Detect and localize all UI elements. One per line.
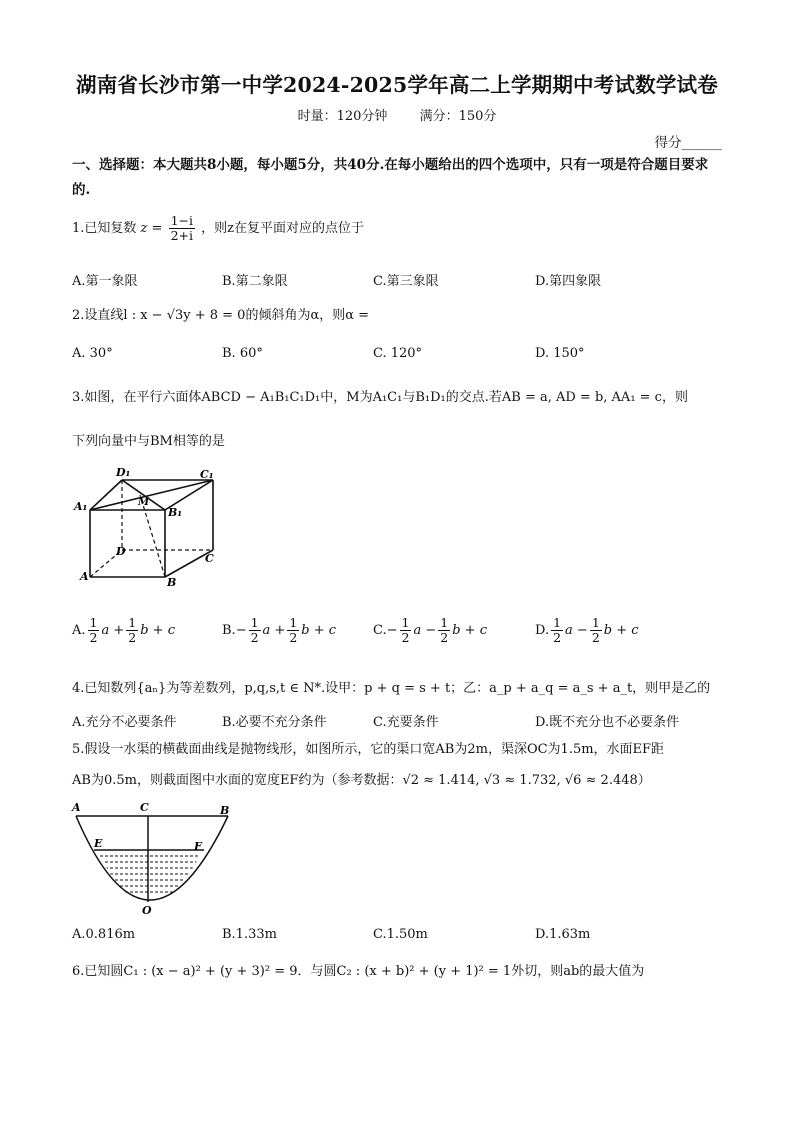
page-title: 湖南省长沙市第一中学2024-2025学年高二上学期期中考试数学试卷 <box>76 73 718 97</box>
label-c1: C₁ <box>200 468 214 481</box>
q1-frac-num: 1−i <box>170 213 193 228</box>
q4-option-a: A.充分不必要条件 <box>72 715 177 730</box>
q1-frac-den: 2+i <box>170 228 193 243</box>
q1-var: z = <box>140 221 163 236</box>
label-m: M <box>138 497 150 508</box>
q1-option-a: A.第一象限 <box>72 274 138 289</box>
q4-option-c: C.充要条件 <box>373 715 439 730</box>
label-b: B <box>167 576 177 589</box>
label-a: A <box>72 801 81 814</box>
label-b: B <box>220 804 230 817</box>
q5-option-c: C.1.50m <box>373 927 428 942</box>
full-score: 满分：150分 <box>419 109 497 124</box>
question-2: 2.设直线l : x − √3y + 8 = 0的倾斜角为α，则α = <box>72 308 370 323</box>
question-6: 6.已知圆C₁ : (x − a)² + (y + 3)² = 9．与圆C₂ : (x + b)² + (y + 1)² = 1外切，则ab的最大值为 <box>72 964 645 979</box>
q1-option-c: C.第三象限 <box>373 274 439 289</box>
q5-option-a: A.0.816m <box>72 927 136 942</box>
question-1 <box>72 214 364 243</box>
label-f: F <box>194 840 202 853</box>
q5-option-b: B.1.33m <box>222 927 277 942</box>
label-d: D <box>116 545 126 558</box>
q1-prefix: 1.已知复数 <box>72 221 137 236</box>
q1-option-d: D.第四象限 <box>535 274 602 289</box>
time-limit: 时量：120分钟 <box>297 109 388 124</box>
label-d1: D₁ <box>116 466 131 479</box>
question-5-line-1: 5.假设一水渠的横截面曲线是抛物线形，如图所示，它的渠口宽AB为2m，渠深OC为1.5m，水面EF距 <box>72 742 665 757</box>
label-c: C <box>140 801 149 814</box>
score-field: 得分______ <box>654 135 722 151</box>
question-5-line-2: AB为0.5m，则截面图中水面的宽度EF约为（参考数据：√2 ≈ 1.414, √3 ≈ 1.732, √6 ≈ 2.448） <box>72 773 651 788</box>
question-3-line-2: 下列向量中与BM相等的是 <box>72 434 225 449</box>
label-a1: A₁ <box>74 500 88 513</box>
label-b1: B₁ <box>168 506 183 519</box>
q1-suffix: ，则z在复平面对应的点位于 <box>201 221 364 236</box>
q3-option-d: D. $\frac{1}{2}$ a − $\frac{1}{2}$ b + c <box>535 615 639 645</box>
label-e: E <box>94 837 103 850</box>
q3-option-c: C.− $\frac{1}{2}$ a − $\frac{1}{2}$ b + c <box>373 615 487 645</box>
question-3-line-1: 3.如图，在平行六面体ABCD − A₁B₁C₁D₁中，M为A₁C₁与B₁D₁的交点.若AB = a, AD = b, AA₁ = c，则 <box>72 390 688 405</box>
q5-option-d: D.1.63m <box>535 927 591 942</box>
parabola-channel-figure <box>70 798 240 920</box>
parallelepiped-figure <box>72 462 222 592</box>
q1-option-b: B.第二象限 <box>222 274 288 289</box>
label-o: O <box>142 904 152 917</box>
q4-option-d: D.既不充分也不必要条件 <box>535 715 680 730</box>
label-c: C <box>205 552 214 565</box>
q3-option-b: B.− $\frac{1}{2}$ a + $\frac{1}{2}$ b + c <box>222 615 337 645</box>
section-heading: 一、选择题：本大题共8小题，每小题5分，共40分.在每小题给出的四个选项中，只有一项是符合题目要求的. <box>72 157 709 198</box>
question-4: 4.已知数列{aₙ}为等差数列，p,q,s,t ∈ N*.设甲：p + q = s + t；乙：a_p + a_q = a_s + a_t，则甲是乙的 <box>72 681 711 696</box>
q2-option-a: A. 30° <box>72 346 113 361</box>
exam-info <box>0 105 794 124</box>
q1-fraction <box>169 214 195 243</box>
q4-option-b: B.必要不充分条件 <box>222 715 327 730</box>
q2-option-c: C. 120° <box>373 346 423 361</box>
q2-option-d: D. 150° <box>535 346 585 361</box>
label-a: A <box>80 570 89 583</box>
q2-option-b: B. 60° <box>222 346 263 361</box>
q3-option-a: A. $\frac{1}{2}$ a + $\frac{1}{2}$ b + c <box>72 615 175 645</box>
